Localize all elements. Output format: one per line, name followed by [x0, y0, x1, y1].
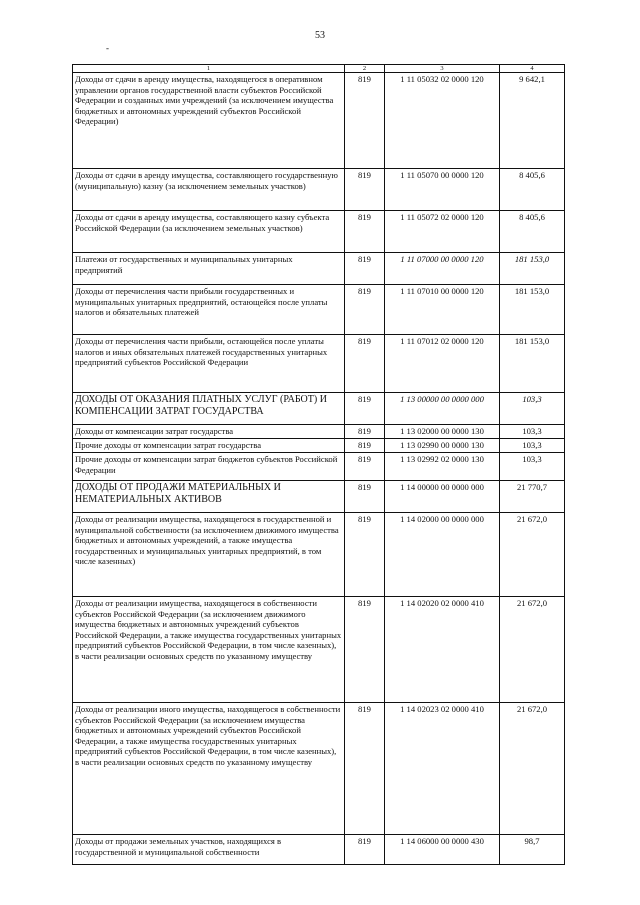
table-header-row [73, 65, 565, 73]
header-col-2: 2 [345, 65, 385, 73]
row-budget-code: 1 11 05070 00 0000 120 [385, 169, 500, 211]
row-name: Доходы от реализации иного имущества, находящегося в собственности субъектов Российской Федерации (за исключением имущества бюджетных и автономных учреждений субъектов Российской Федерации, а также имущества государственных унитарных предприятий субъектов Российской Федерации, в том числе казенных), в части реализации основных средств по указанному имуществу [73, 703, 345, 835]
row-budget-code: 1 11 07010 00 0000 120 [385, 285, 500, 335]
row-admin-code: 819 [345, 73, 385, 169]
page-number: 53 [315, 30, 325, 41]
row-name: Доходы от перечисления части прибыли государственных и муниципальных унитарных предприятий, остающейся после уплаты налогов и обязательных платежей [73, 285, 345, 335]
row-amount: 181 153,0 [500, 335, 565, 393]
table-row [73, 253, 565, 285]
row-admin-code: 819 [345, 335, 385, 393]
row-name: Доходы от сдачи в аренду имущества, составляющего казну субъекта Российской Федерации (за исключением земельных участков) [73, 211, 345, 253]
table-row [73, 453, 565, 481]
revenue-table [72, 64, 565, 865]
table-row [73, 439, 565, 453]
table-row [73, 335, 565, 393]
table-row [73, 703, 565, 835]
row-budget-code: 1 13 02000 00 0000 130 [385, 425, 500, 439]
row-budget-code: 1 11 05032 02 0000 120 [385, 73, 500, 169]
row-amount: 21 770,7 [500, 481, 565, 513]
row-amount: 9 642,1 [500, 73, 565, 169]
row-amount: 103,3 [500, 453, 565, 481]
row-amount: 8 405,6 [500, 211, 565, 253]
table-row [73, 393, 565, 425]
table-row [73, 481, 565, 513]
row-name: Доходы от перечисления части прибыли, остающейся после уплаты налогов и иных обязательных платежей государственных унитарных предприятий субъектов Российской Федерации [73, 335, 345, 393]
row-name: Доходы от сдачи в аренду имущества, находящегося в оперативном управлении органов государственной власти субъектов Российской Федерации и созданных ими учреждений (за исключением имущества бюджетных и автономных учреждений субъектов Российской Федерации) [73, 73, 345, 169]
table-row [73, 285, 565, 335]
row-name: ДОХОДЫ ОТ ПРОДАЖИ МАТЕРИАЛЬНЫХ И НЕМАТЕРИАЛЬНЫХ АКТИВОВ [73, 481, 345, 513]
row-admin-code: 819 [345, 453, 385, 481]
row-budget-code: 1 13 02992 02 0000 130 [385, 453, 500, 481]
row-name: Платежи от государственных и муниципальных унитарных предприятий [73, 253, 345, 285]
row-name: Доходы от сдачи в аренду имущества, составляющего государственную (муниципальную) казну (за исключением земельных участков) [73, 169, 345, 211]
table-row [73, 835, 565, 865]
row-admin-code: 819 [345, 169, 385, 211]
table-row [73, 597, 565, 703]
row-budget-code: 1 14 02020 02 0000 410 [385, 597, 500, 703]
row-admin-code: 819 [345, 835, 385, 865]
page-mark: - [106, 43, 109, 53]
header-col-3: 3 [385, 65, 500, 73]
row-amount: 21 672,0 [500, 513, 565, 597]
row-budget-code: 1 14 02000 00 0000 000 [385, 513, 500, 597]
table-row [73, 73, 565, 169]
row-name: Доходы от реализации имущества, находящегося в государственной и муниципальной собственности (за исключением движимого имущества бюджетных и автономных учреждений, а также имущества государственных и муниципальных унитарных предприятий, в том числе казенных) [73, 513, 345, 597]
row-admin-code: 819 [345, 513, 385, 597]
row-amount: 98,7 [500, 835, 565, 865]
row-amount: 181 153,0 [500, 285, 565, 335]
row-admin-code: 819 [345, 393, 385, 425]
row-admin-code: 819 [345, 439, 385, 453]
row-admin-code: 819 [345, 425, 385, 439]
row-amount: 21 672,0 [500, 703, 565, 835]
row-budget-code: 1 13 02990 00 0000 130 [385, 439, 500, 453]
row-name: Прочие доходы от компенсации затрат государства [73, 439, 345, 453]
row-budget-code: 1 11 07012 02 0000 120 [385, 335, 500, 393]
row-admin-code: 819 [345, 285, 385, 335]
row-budget-code: 1 13 00000 00 0000 000 [385, 393, 500, 425]
row-budget-code: 1 14 00000 00 0000 000 [385, 481, 500, 513]
table-row [73, 425, 565, 439]
row-amount: 103,3 [500, 393, 565, 425]
row-name: Доходы от продажи земельных участков, находящихся в государственной и муниципальной собственности [73, 835, 345, 865]
table-row [73, 211, 565, 253]
header-col-4: 4 [500, 65, 565, 73]
table-row [73, 513, 565, 597]
row-name: Доходы от реализации имущества, находящегося в собственности субъектов Российской Федерации (за исключением движимого имущества бюджетных и автономных учреждений субъектов Российской Федерации, а также имущества государственных унитарных предприятий субъектов Российской Федерации, в том числе казенных), в части реализации основных средств по указанному имуществу [73, 597, 345, 703]
row-admin-code: 819 [345, 597, 385, 703]
row-budget-code: 1 14 02023 02 0000 410 [385, 703, 500, 835]
table-row [73, 169, 565, 211]
row-budget-code: 1 11 07000 00 0000 120 [385, 253, 500, 285]
row-amount: 103,3 [500, 425, 565, 439]
row-amount: 8 405,6 [500, 169, 565, 211]
row-amount: 21 672,0 [500, 597, 565, 703]
row-name: ДОХОДЫ ОТ ОКАЗАНИЯ ПЛАТНЫХ УСЛУГ (РАБОТ) И КОМПЕНСАЦИИ ЗАТРАТ ГОСУДАРСТВА [73, 393, 345, 425]
row-admin-code: 819 [345, 703, 385, 835]
row-budget-code: 1 14 06000 00 0000 430 [385, 835, 500, 865]
row-name: Прочие доходы от компенсации затрат бюджетов субъектов Российской Федерации [73, 453, 345, 481]
header-col-1: 1 [73, 65, 345, 73]
row-budget-code: 1 11 05072 02 0000 120 [385, 211, 500, 253]
row-amount: 181 153,0 [500, 253, 565, 285]
row-admin-code: 819 [345, 253, 385, 285]
row-name: Доходы от компенсации затрат государства [73, 425, 345, 439]
row-admin-code: 819 [345, 211, 385, 253]
row-amount: 103,3 [500, 439, 565, 453]
row-admin-code: 819 [345, 481, 385, 513]
